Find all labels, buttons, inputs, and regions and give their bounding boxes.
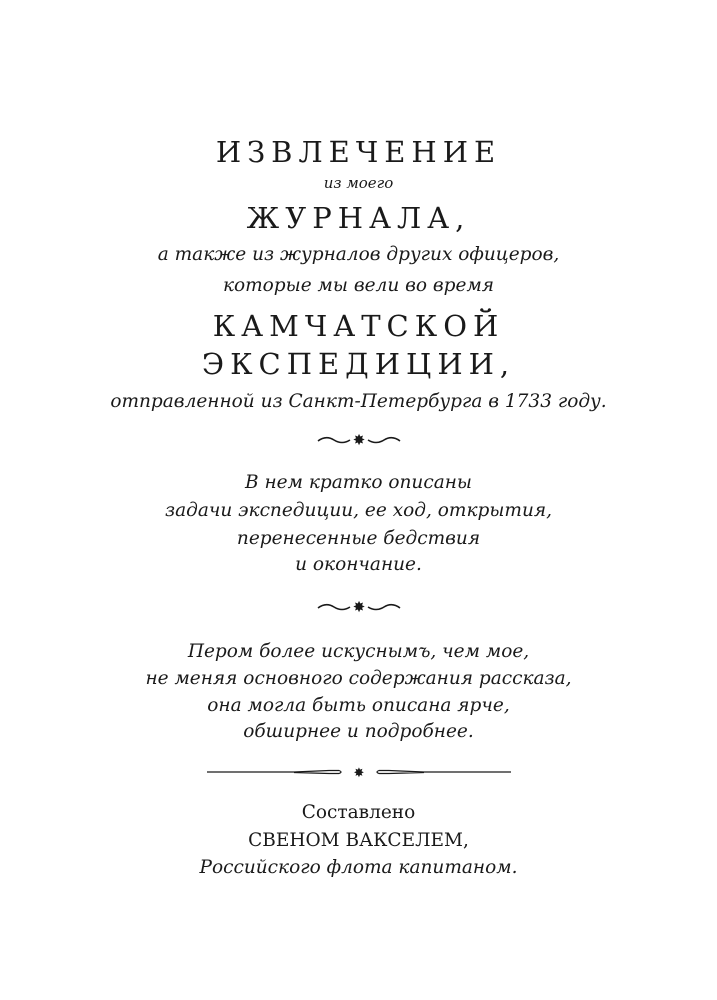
- subtitle-line: которые мы вели во время: [222, 275, 495, 296]
- subtitle-line: отправленной из Санкт-Петербурга в 1733 году.: [110, 391, 607, 412]
- modesty-line: Пером более искуснымъ, чем мое,: [187, 641, 530, 662]
- swash-star-ornament: [0, 432, 717, 448]
- author-name: СВЕНОМ ВАКСЕЛЕМ,: [248, 830, 469, 851]
- modesty-line: не меняя основного содержания рассказа,: [145, 668, 572, 689]
- title-line: ЭКСПЕДИЦИИ,: [201, 347, 516, 381]
- title-line: ЖУРНАЛА,: [246, 201, 471, 235]
- svg-text:✸: ✸: [352, 432, 365, 448]
- modesty-line: она могла быть описана ярче,: [207, 695, 510, 716]
- swash-star-ornament: [0, 599, 717, 615]
- title-line: КАМЧАТСКОЙ: [212, 309, 505, 343]
- author-rank: Российского флота капитаном.: [199, 857, 518, 878]
- svg-text:✸: ✸: [353, 766, 364, 780]
- summary-line: перенесенные бедствия: [236, 528, 481, 549]
- summary-line: задачи экспедиции, ее ход, открытия,: [164, 500, 552, 521]
- long-rule-star-ornament: [0, 764, 717, 780]
- summary-line: В нем кратко описаны: [245, 472, 472, 493]
- subtitle-line: из моего: [323, 174, 394, 192]
- subtitle-line: а также из журналов других офицеров,: [157, 244, 560, 265]
- title-line: ИЗВЛЕЧЕНИЕ: [215, 135, 502, 169]
- author-line: Составлено: [301, 802, 416, 823]
- modesty-line: обширнее и подробнее.: [243, 721, 474, 742]
- svg-text:✸: ✸: [352, 599, 365, 615]
- summary-line: и окончание.: [295, 554, 422, 575]
